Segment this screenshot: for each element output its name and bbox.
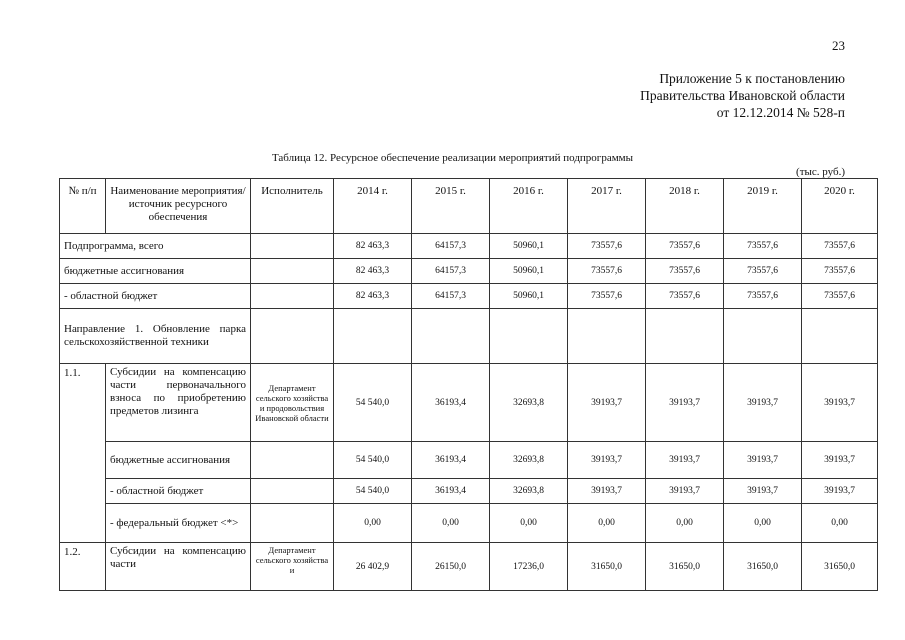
value-cell: 0,00 bbox=[646, 504, 724, 543]
value-cell: 82 463,3 bbox=[334, 234, 412, 259]
value-cell: 39193,7 bbox=[802, 442, 878, 479]
value-cell: 31650,0 bbox=[568, 543, 646, 591]
appendix-line-1: Приложение 5 к постановлению bbox=[659, 71, 845, 86]
header-year: 2015 г. bbox=[412, 179, 490, 234]
header-year: 2014 г. bbox=[334, 179, 412, 234]
value-cell: 64157,3 bbox=[412, 234, 490, 259]
value-cell: 39193,7 bbox=[724, 479, 802, 504]
header-num: № п/п bbox=[60, 179, 106, 234]
value-cell: 36193,4 bbox=[412, 442, 490, 479]
executor-cell bbox=[251, 259, 334, 284]
header-year: 2020 г. bbox=[802, 179, 878, 234]
value-cell: 39193,7 bbox=[568, 442, 646, 479]
table-row bbox=[60, 259, 878, 284]
value-cell: 39193,7 bbox=[802, 479, 878, 504]
value-cell: 73557,6 bbox=[646, 259, 724, 284]
value-cell bbox=[568, 309, 646, 364]
table-row bbox=[60, 543, 878, 591]
value-cell: 39193,7 bbox=[724, 364, 802, 442]
value-cell: 50960,1 bbox=[490, 259, 568, 284]
value-cell bbox=[334, 309, 412, 364]
value-cell: 17236,0 bbox=[490, 543, 568, 591]
value-cell: 39193,7 bbox=[646, 364, 724, 442]
value-cell: 73557,6 bbox=[802, 259, 878, 284]
value-cell: 50960,1 bbox=[490, 234, 568, 259]
value-cell: 31650,0 bbox=[724, 543, 802, 591]
appendix-line-2: Правительства Ивановской области bbox=[640, 88, 845, 103]
value-cell: 73557,6 bbox=[802, 284, 878, 309]
value-cell: 39193,7 bbox=[568, 479, 646, 504]
value-cell: 26 402,9 bbox=[334, 543, 412, 591]
value-cell: 73557,6 bbox=[724, 234, 802, 259]
page-number: 23 bbox=[832, 38, 845, 53]
unit-label: (тыс. руб.) bbox=[796, 166, 845, 178]
value-cell: 73557,6 bbox=[568, 284, 646, 309]
table-row bbox=[60, 479, 878, 504]
table-row bbox=[60, 309, 878, 364]
appendix-heading bbox=[640, 70, 845, 121]
executor-cell bbox=[251, 479, 334, 504]
value-cell bbox=[412, 309, 490, 364]
header-year: 2017 г. bbox=[568, 179, 646, 234]
value-cell: 0,00 bbox=[724, 504, 802, 543]
table-row bbox=[60, 364, 878, 442]
table-row bbox=[60, 234, 878, 259]
value-cell: 36193,4 bbox=[412, 479, 490, 504]
executor-cell bbox=[251, 504, 334, 543]
row-label: бюджетные ассигнования bbox=[106, 442, 251, 479]
value-cell: 39193,7 bbox=[568, 364, 646, 442]
value-cell: 26150,0 bbox=[412, 543, 490, 591]
value-cell bbox=[646, 309, 724, 364]
value-cell bbox=[802, 309, 878, 364]
header-row bbox=[60, 179, 878, 234]
value-cell: 64157,3 bbox=[412, 284, 490, 309]
value-cell: 32693,8 bbox=[490, 479, 568, 504]
value-cell: 39193,7 bbox=[724, 442, 802, 479]
header-year: 2018 г. bbox=[646, 179, 724, 234]
header-executor: Исполнитель bbox=[251, 179, 334, 234]
row-label: - областной бюджет bbox=[106, 479, 251, 504]
header-name: Наименование мероприятия/источник ресурсного обеспечения bbox=[106, 179, 251, 234]
value-cell: 39193,7 bbox=[646, 479, 724, 504]
value-cell: 0,00 bbox=[490, 504, 568, 543]
value-cell: 73557,6 bbox=[646, 234, 724, 259]
table-title: Таблица 12. Ресурсное обеспечение реализации мероприятий подпрограммы bbox=[271, 152, 634, 164]
value-cell bbox=[490, 309, 568, 364]
value-cell: 73557,6 bbox=[646, 284, 724, 309]
value-cell: 73557,6 bbox=[724, 284, 802, 309]
value-cell: 31650,0 bbox=[646, 543, 724, 591]
executor-cell: Департамент сельского хозяйства и bbox=[251, 543, 334, 591]
value-cell: 31650,0 bbox=[802, 543, 878, 591]
value-cell: 54 540,0 bbox=[334, 442, 412, 479]
value-cell: 0,00 bbox=[334, 504, 412, 543]
table-row bbox=[60, 504, 878, 543]
table-row bbox=[60, 442, 878, 479]
value-cell: 64157,3 bbox=[412, 259, 490, 284]
row-number: 1.2. bbox=[60, 543, 106, 591]
value-cell: 39193,7 bbox=[646, 442, 724, 479]
executor-cell bbox=[251, 442, 334, 479]
value-cell: 0,00 bbox=[568, 504, 646, 543]
value-cell bbox=[724, 309, 802, 364]
table-row bbox=[60, 284, 878, 309]
value-cell: 54 540,0 bbox=[334, 479, 412, 504]
value-cell: 50960,1 bbox=[490, 284, 568, 309]
value-cell: 32693,8 bbox=[490, 364, 568, 442]
executor-cell bbox=[251, 234, 334, 259]
value-cell: 32693,8 bbox=[490, 442, 568, 479]
row-label: Субсидии на компенсацию части первоначального взноса по приобретению предметов лизинга bbox=[106, 364, 251, 442]
value-cell: 39193,7 bbox=[802, 364, 878, 442]
row-label: - федеральный бюджет <*> bbox=[106, 504, 251, 543]
row-label: Подпрограмма, всего bbox=[60, 234, 251, 259]
appendix-line-3: от 12.12.2014 № 528-п bbox=[716, 105, 845, 120]
value-cell: 73557,6 bbox=[568, 234, 646, 259]
row-number: 1.1. bbox=[60, 364, 106, 543]
executor-cell bbox=[251, 284, 334, 309]
value-cell: 36193,4 bbox=[412, 364, 490, 442]
header-year: 2016 г. bbox=[490, 179, 568, 234]
value-cell: 73557,6 bbox=[568, 259, 646, 284]
row-label: бюджетные ассигнования bbox=[60, 259, 251, 284]
value-cell: 73557,6 bbox=[802, 234, 878, 259]
value-cell: 73557,6 bbox=[724, 259, 802, 284]
value-cell: 82 463,3 bbox=[334, 259, 412, 284]
value-cell: 54 540,0 bbox=[334, 364, 412, 442]
header-year: 2019 г. bbox=[724, 179, 802, 234]
row-label: - областной бюджет bbox=[60, 284, 251, 309]
value-cell: 82 463,3 bbox=[334, 284, 412, 309]
direction-label: Направление 1. Обновление парка сельскохозяйственной техники bbox=[60, 309, 251, 364]
value-cell: 0,00 bbox=[412, 504, 490, 543]
executor-cell: Департамент сельского хозяйства и продовольствия Ивановской области bbox=[251, 364, 334, 442]
value-cell: 0,00 bbox=[802, 504, 878, 543]
executor-cell bbox=[251, 309, 334, 364]
row-label: Субсидии на компенсацию части bbox=[106, 543, 251, 591]
resource-table bbox=[59, 178, 878, 591]
